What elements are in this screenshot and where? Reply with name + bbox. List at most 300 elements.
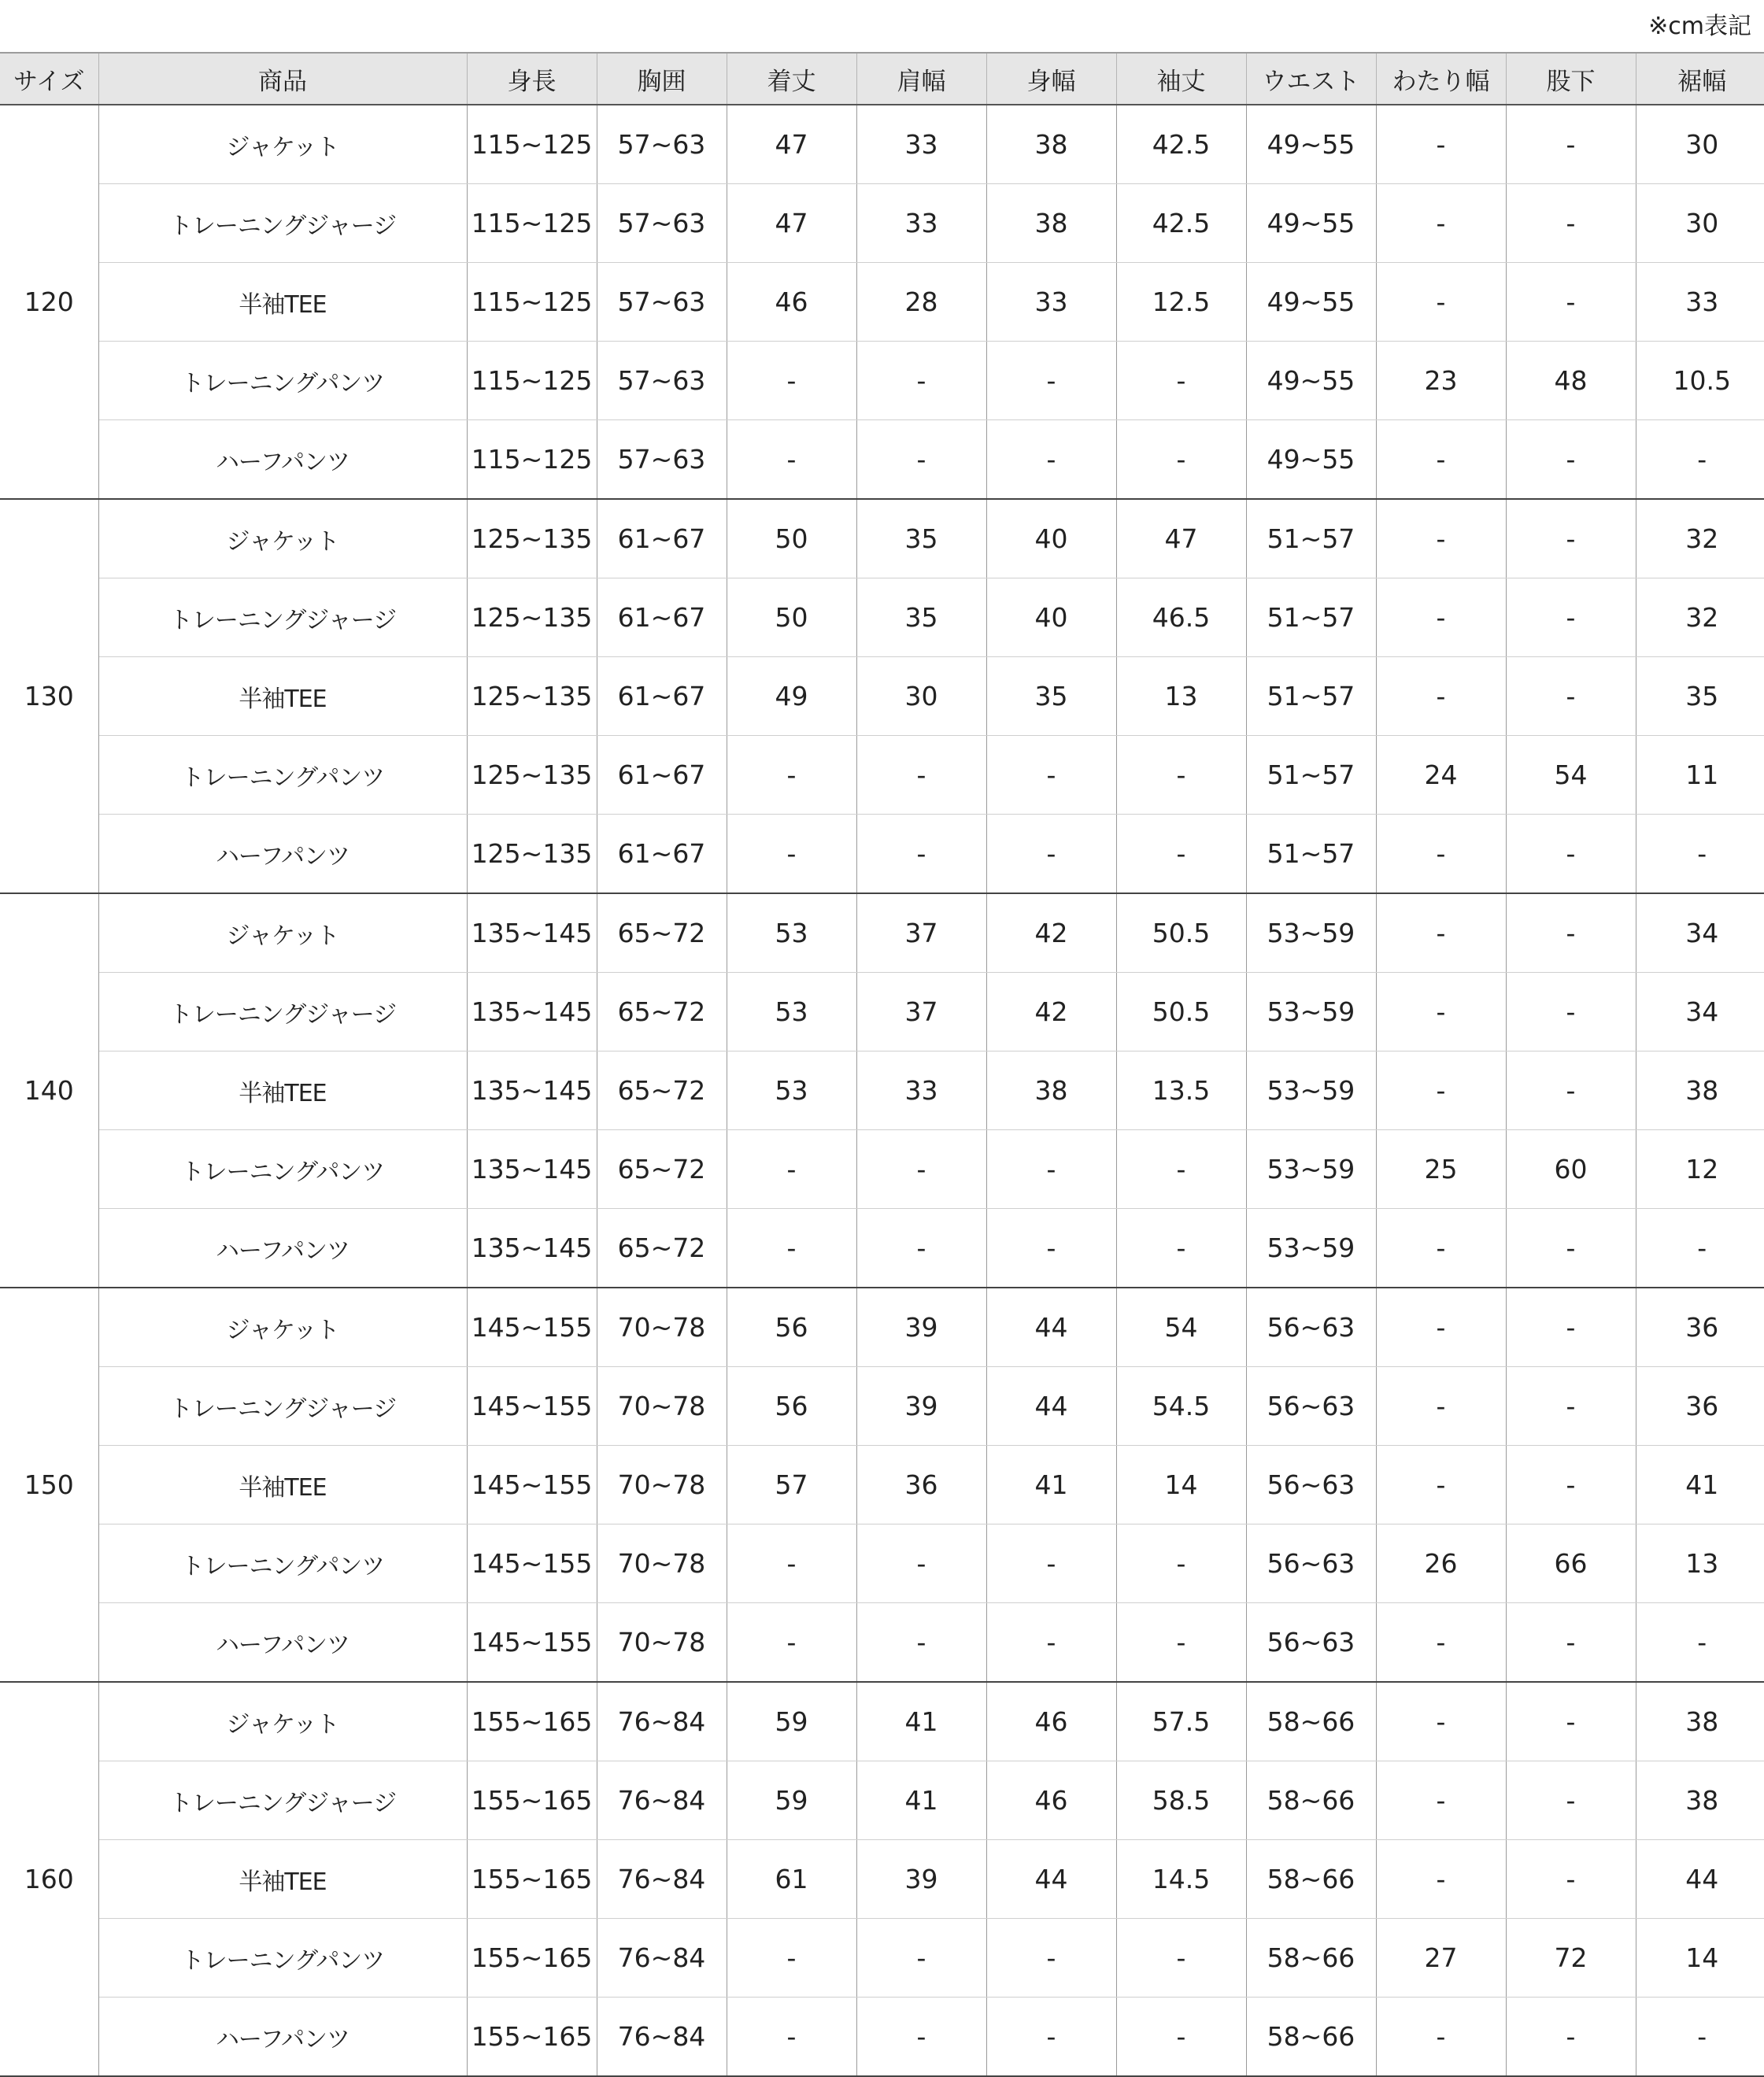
measurement-cell-length: 49 <box>727 657 856 736</box>
measurement-cell-body-width: 46 <box>986 1682 1116 1761</box>
measurement-cell-shoulder: 30 <box>856 657 986 736</box>
table-row <box>0 1524 1764 1603</box>
measurement-cell-body-width: 38 <box>986 105 1116 184</box>
measurement-cell-body-width: 42 <box>986 973 1116 1051</box>
measurement-cell-height: 115~125 <box>467 342 597 420</box>
column-header-height: 身長 <box>467 53 597 105</box>
measurement-cell-waist: 51~57 <box>1246 499 1376 578</box>
measurement-cell-shoulder: - <box>856 736 986 815</box>
table-header <box>0 53 1764 105</box>
column-header-chest: 胸囲 <box>597 53 727 105</box>
measurement-cell-sleeve: - <box>1116 1524 1246 1603</box>
measurement-cell-thigh: - <box>1376 1446 1506 1524</box>
measurement-cell-waist: 49~55 <box>1246 342 1376 420</box>
measurement-cell-height: 135~145 <box>467 1051 597 1130</box>
measurement-cell-waist: 56~63 <box>1246 1367 1376 1446</box>
measurement-cell-body-width: 38 <box>986 1051 1116 1130</box>
product-name-cell: ジャケット <box>98 105 467 184</box>
measurement-cell-waist: 49~55 <box>1246 105 1376 184</box>
measurement-cell-sleeve: - <box>1116 1130 1246 1209</box>
measurement-cell-hem: 38 <box>1636 1051 1764 1130</box>
measurement-cell-thigh: - <box>1376 578 1506 657</box>
product-name-cell: ハーフパンツ <box>98 1998 467 2077</box>
measurement-cell-length: - <box>727 815 856 894</box>
measurement-cell-thigh: 25 <box>1376 1130 1506 1209</box>
measurement-cell-waist: 51~57 <box>1246 657 1376 736</box>
product-name-cell: ハーフパンツ <box>98 420 467 500</box>
measurement-cell-chest: 70~78 <box>597 1603 727 1683</box>
measurement-cell-hem: - <box>1636 815 1764 894</box>
measurement-cell-hem: 35 <box>1636 657 1764 736</box>
table-row <box>0 1682 1764 1761</box>
measurement-cell-inseam: - <box>1506 1761 1636 1840</box>
measurement-cell-hem: - <box>1636 1209 1764 1288</box>
product-name-cell: ジャケット <box>98 1288 467 1367</box>
measurement-cell-height: 145~155 <box>467 1446 597 1524</box>
measurement-cell-chest: 65~72 <box>597 1130 727 1209</box>
table-row <box>0 1288 1764 1367</box>
measurement-cell-shoulder: - <box>856 1130 986 1209</box>
measurement-cell-height: 155~165 <box>467 1998 597 2077</box>
measurement-cell-thigh: - <box>1376 1209 1506 1288</box>
measurement-cell-shoulder: 35 <box>856 578 986 657</box>
measurement-cell-body-width: - <box>986 1209 1116 1288</box>
measurement-cell-body-width: 44 <box>986 1288 1116 1367</box>
table-row <box>0 420 1764 500</box>
measurement-cell-hem: 32 <box>1636 499 1764 578</box>
measurement-cell-thigh: - <box>1376 499 1506 578</box>
measurement-cell-hem: 13 <box>1636 1524 1764 1603</box>
table-row <box>0 1998 1764 2077</box>
measurement-cell-thigh: - <box>1376 973 1506 1051</box>
measurement-cell-chest: 61~67 <box>597 657 727 736</box>
measurement-cell-thigh: - <box>1376 1682 1506 1761</box>
measurement-cell-body-width: - <box>986 342 1116 420</box>
measurement-cell-chest: 57~63 <box>597 420 727 500</box>
measurement-cell-shoulder: - <box>856 815 986 894</box>
measurement-cell-thigh: - <box>1376 1051 1506 1130</box>
measurement-cell-thigh: - <box>1376 1603 1506 1683</box>
measurement-cell-shoulder: 33 <box>856 105 986 184</box>
measurement-cell-thigh: 27 <box>1376 1919 1506 1998</box>
measurement-cell-thigh: - <box>1376 263 1506 342</box>
measurement-cell-hem: 11 <box>1636 736 1764 815</box>
measurement-cell-shoulder: 35 <box>856 499 986 578</box>
product-name-cell: ハーフパンツ <box>98 1603 467 1683</box>
measurement-cell-length: 53 <box>727 893 856 973</box>
product-name-cell: トレーニングジャージ <box>98 1761 467 1840</box>
measurement-cell-inseam: - <box>1506 1998 1636 2077</box>
table-row <box>0 1840 1764 1919</box>
measurement-cell-shoulder: - <box>856 1603 986 1683</box>
measurement-cell-thigh: - <box>1376 184 1506 263</box>
product-name-cell: トレーニングパンツ <box>98 736 467 815</box>
measurement-cell-length: - <box>727 736 856 815</box>
measurement-cell-sleeve: - <box>1116 420 1246 500</box>
measurement-cell-shoulder: 36 <box>856 1446 986 1524</box>
table-row <box>0 1919 1764 1998</box>
table-row <box>0 1209 1764 1288</box>
measurement-cell-hem: 36 <box>1636 1367 1764 1446</box>
unit-note: ※cm表記 <box>1648 13 1751 40</box>
measurement-cell-inseam: - <box>1506 1682 1636 1761</box>
measurement-cell-sleeve: - <box>1116 1209 1246 1288</box>
measurement-cell-hem: 41 <box>1636 1446 1764 1524</box>
measurement-cell-body-width: - <box>986 1919 1116 1998</box>
measurement-cell-height: 135~145 <box>467 1209 597 1288</box>
table-row <box>0 578 1764 657</box>
table-body <box>0 105 1764 2076</box>
measurement-cell-chest: 57~63 <box>597 342 727 420</box>
measurement-cell-chest: 65~72 <box>597 973 727 1051</box>
header-row <box>0 53 1764 105</box>
measurement-cell-chest: 76~84 <box>597 1998 727 2077</box>
measurement-cell-height: 155~165 <box>467 1761 597 1840</box>
measurement-cell-sleeve: 54 <box>1116 1288 1246 1367</box>
measurement-cell-body-width: 40 <box>986 578 1116 657</box>
measurement-cell-body-width: 44 <box>986 1840 1116 1919</box>
product-name-cell: トレーニングジャージ <box>98 1367 467 1446</box>
measurement-cell-length: 56 <box>727 1367 856 1446</box>
measurement-cell-inseam: - <box>1506 105 1636 184</box>
measurement-cell-body-width: 46 <box>986 1761 1116 1840</box>
measurement-cell-waist: 53~59 <box>1246 1130 1376 1209</box>
measurement-cell-body-width: 42 <box>986 893 1116 973</box>
measurement-cell-waist: 56~63 <box>1246 1603 1376 1683</box>
measurement-cell-sleeve: 46.5 <box>1116 578 1246 657</box>
measurement-cell-waist: 51~57 <box>1246 736 1376 815</box>
measurement-cell-height: 145~155 <box>467 1288 597 1367</box>
product-name-cell: トレーニングパンツ <box>98 1919 467 1998</box>
measurement-cell-inseam: - <box>1506 1209 1636 1288</box>
measurement-cell-waist: 51~57 <box>1246 578 1376 657</box>
measurement-cell-height: 155~165 <box>467 1682 597 1761</box>
measurement-cell-body-width: - <box>986 815 1116 894</box>
measurement-cell-inseam: - <box>1506 893 1636 973</box>
measurement-cell-shoulder: 37 <box>856 893 986 973</box>
measurement-cell-chest: 65~72 <box>597 1209 727 1288</box>
measurement-cell-waist: 58~66 <box>1246 1761 1376 1840</box>
measurement-cell-chest: 70~78 <box>597 1524 727 1603</box>
measurement-cell-inseam: 54 <box>1506 736 1636 815</box>
column-header-body-width: 身幅 <box>986 53 1116 105</box>
measurement-cell-sleeve: - <box>1116 736 1246 815</box>
measurement-cell-body-width: 41 <box>986 1446 1116 1524</box>
measurement-cell-shoulder: 33 <box>856 1051 986 1130</box>
product-name-cell: ジャケット <box>98 499 467 578</box>
measurement-cell-waist: 58~66 <box>1246 1840 1376 1919</box>
measurement-cell-thigh: 24 <box>1376 736 1506 815</box>
measurement-cell-chest: 61~67 <box>597 736 727 815</box>
measurement-cell-sleeve: 13.5 <box>1116 1051 1246 1130</box>
measurement-cell-inseam: - <box>1506 263 1636 342</box>
measurement-cell-thigh: - <box>1376 1998 1506 2077</box>
measurement-cell-body-width: - <box>986 1524 1116 1603</box>
measurement-cell-body-width: - <box>986 1130 1116 1209</box>
measurement-cell-sleeve: 13 <box>1116 657 1246 736</box>
size-group-label: 120 <box>0 105 98 499</box>
measurement-cell-shoulder: 41 <box>856 1682 986 1761</box>
measurement-cell-hem: - <box>1636 420 1764 500</box>
measurement-cell-inseam: - <box>1506 1288 1636 1367</box>
table-row <box>0 1446 1764 1524</box>
measurement-cell-waist: 49~55 <box>1246 420 1376 500</box>
measurement-cell-length: 50 <box>727 578 856 657</box>
measurement-cell-height: 145~155 <box>467 1524 597 1603</box>
measurement-cell-waist: 58~66 <box>1246 1682 1376 1761</box>
measurement-cell-sleeve: 42.5 <box>1116 184 1246 263</box>
measurement-cell-length: - <box>727 342 856 420</box>
measurement-cell-length: 61 <box>727 1840 856 1919</box>
product-name-cell: 半袖TEE <box>98 1446 467 1524</box>
measurement-cell-chest: 76~84 <box>597 1682 727 1761</box>
product-name-cell: ジャケット <box>98 893 467 973</box>
measurement-cell-sleeve: 14 <box>1116 1446 1246 1524</box>
measurement-cell-hem: - <box>1636 1603 1764 1683</box>
measurement-cell-sleeve: 12.5 <box>1116 263 1246 342</box>
measurement-cell-inseam: - <box>1506 1446 1636 1524</box>
measurement-cell-length: 53 <box>727 973 856 1051</box>
measurement-cell-body-width: - <box>986 420 1116 500</box>
measurement-cell-waist: 58~66 <box>1246 1919 1376 1998</box>
measurement-cell-sleeve: 57.5 <box>1116 1682 1246 1761</box>
measurement-cell-shoulder: 33 <box>856 184 986 263</box>
column-header-hem: 裾幅 <box>1636 53 1764 105</box>
measurement-cell-body-width: 33 <box>986 263 1116 342</box>
measurement-cell-sleeve: 54.5 <box>1116 1367 1246 1446</box>
table-row <box>0 736 1764 815</box>
measurement-cell-hem: 34 <box>1636 973 1764 1051</box>
product-name-cell: 半袖TEE <box>98 1840 467 1919</box>
table-row <box>0 893 1764 973</box>
measurement-cell-body-width: - <box>986 1603 1116 1683</box>
column-header-size: サイズ <box>0 53 98 105</box>
measurement-cell-inseam: - <box>1506 578 1636 657</box>
column-header-thigh: わたり幅 <box>1376 53 1506 105</box>
measurement-cell-height: 125~135 <box>467 736 597 815</box>
measurement-cell-shoulder: - <box>856 1998 986 2077</box>
measurement-cell-hem: 44 <box>1636 1840 1764 1919</box>
measurement-cell-waist: 56~63 <box>1246 1524 1376 1603</box>
measurement-cell-length: - <box>727 1603 856 1683</box>
measurement-cell-hem: 34 <box>1636 893 1764 973</box>
measurement-cell-length: - <box>727 1209 856 1288</box>
measurement-cell-thigh: - <box>1376 1288 1506 1367</box>
measurement-cell-thigh: - <box>1376 815 1506 894</box>
table-row <box>0 815 1764 894</box>
measurement-cell-shoulder: 39 <box>856 1288 986 1367</box>
measurement-cell-thigh: - <box>1376 1367 1506 1446</box>
measurement-cell-sleeve: 42.5 <box>1116 105 1246 184</box>
measurement-cell-chest: 76~84 <box>597 1840 727 1919</box>
measurement-cell-height: 145~155 <box>467 1367 597 1446</box>
measurement-cell-length: 47 <box>727 184 856 263</box>
measurement-cell-body-width: 38 <box>986 184 1116 263</box>
measurement-cell-height: 155~165 <box>467 1919 597 1998</box>
measurement-cell-inseam: - <box>1506 499 1636 578</box>
product-name-cell: ハーフパンツ <box>98 1209 467 1288</box>
measurement-cell-sleeve: 47 <box>1116 499 1246 578</box>
product-name-cell: トレーニングジャージ <box>98 973 467 1051</box>
measurement-cell-height: 155~165 <box>467 1840 597 1919</box>
measurement-cell-length: - <box>727 1919 856 1998</box>
size-group-label: 150 <box>0 1288 98 1682</box>
measurement-cell-thigh: - <box>1376 1761 1506 1840</box>
column-header-sleeve: 袖丈 <box>1116 53 1246 105</box>
column-header-length: 着丈 <box>727 53 856 105</box>
measurement-cell-height: 125~135 <box>467 815 597 894</box>
measurement-cell-thigh: - <box>1376 420 1506 500</box>
column-header-waist: ウエスト <box>1246 53 1376 105</box>
measurement-cell-shoulder: 37 <box>856 973 986 1051</box>
measurement-cell-thigh: - <box>1376 105 1506 184</box>
measurement-cell-chest: 65~72 <box>597 893 727 973</box>
measurement-cell-shoulder: 28 <box>856 263 986 342</box>
measurement-cell-hem: 10.5 <box>1636 342 1764 420</box>
measurement-cell-height: 115~125 <box>467 105 597 184</box>
measurement-cell-body-width: - <box>986 736 1116 815</box>
measurement-cell-shoulder: 39 <box>856 1367 986 1446</box>
measurement-cell-body-width: 35 <box>986 657 1116 736</box>
product-name-cell: トレーニングパンツ <box>98 1130 467 1209</box>
measurement-cell-height: 125~135 <box>467 499 597 578</box>
measurement-cell-hem: 33 <box>1636 263 1764 342</box>
measurement-cell-length: 59 <box>727 1761 856 1840</box>
product-name-cell: 半袖TEE <box>98 1051 467 1130</box>
measurement-cell-hem: 36 <box>1636 1288 1764 1367</box>
measurement-cell-length: - <box>727 420 856 500</box>
measurement-cell-hem: 30 <box>1636 184 1764 263</box>
product-name-cell: 半袖TEE <box>98 263 467 342</box>
table-row <box>0 657 1764 736</box>
measurement-cell-height: 135~145 <box>467 973 597 1051</box>
measurement-cell-waist: 58~66 <box>1246 1998 1376 2077</box>
table-row <box>0 184 1764 263</box>
measurement-cell-waist: 53~59 <box>1246 893 1376 973</box>
measurement-cell-sleeve: - <box>1116 1998 1246 2077</box>
measurement-cell-length: 47 <box>727 105 856 184</box>
measurement-cell-length: - <box>727 1524 856 1603</box>
measurement-cell-chest: 76~84 <box>597 1761 727 1840</box>
measurement-cell-waist: 53~59 <box>1246 973 1376 1051</box>
table-row <box>0 1367 1764 1446</box>
product-name-cell: トレーニングジャージ <box>98 578 467 657</box>
table-row <box>0 1761 1764 1840</box>
size-group-label: 130 <box>0 499 98 893</box>
product-name-cell: トレーニングパンツ <box>98 342 467 420</box>
measurement-cell-sleeve: - <box>1116 815 1246 894</box>
column-header-product: 商品 <box>98 53 467 105</box>
product-name-cell: トレーニングジャージ <box>98 184 467 263</box>
measurement-cell-height: 135~145 <box>467 893 597 973</box>
size-chart-table <box>0 52 1764 2077</box>
measurement-cell-chest: 57~63 <box>597 184 727 263</box>
measurement-cell-thigh: - <box>1376 1840 1506 1919</box>
measurement-cell-body-width: 40 <box>986 499 1116 578</box>
measurement-cell-waist: 49~55 <box>1246 263 1376 342</box>
table-row <box>0 263 1764 342</box>
measurement-cell-chest: 70~78 <box>597 1446 727 1524</box>
measurement-cell-waist: 56~63 <box>1246 1446 1376 1524</box>
measurement-cell-inseam: - <box>1506 1603 1636 1683</box>
measurement-cell-inseam: 66 <box>1506 1524 1636 1603</box>
size-group-label: 160 <box>0 1682 98 2076</box>
measurement-cell-height: 115~125 <box>467 420 597 500</box>
measurement-cell-length: 50 <box>727 499 856 578</box>
measurement-cell-inseam: 72 <box>1506 1919 1636 1998</box>
measurement-cell-length: 57 <box>727 1446 856 1524</box>
measurement-cell-sleeve: - <box>1116 1919 1246 1998</box>
measurement-cell-length: 56 <box>727 1288 856 1367</box>
measurement-cell-chest: 70~78 <box>597 1288 727 1367</box>
measurement-cell-height: 115~125 <box>467 184 597 263</box>
measurement-cell-waist: 53~59 <box>1246 1051 1376 1130</box>
measurement-cell-shoulder: - <box>856 342 986 420</box>
measurement-cell-thigh: - <box>1376 657 1506 736</box>
table-row <box>0 1051 1764 1130</box>
measurement-cell-inseam: 60 <box>1506 1130 1636 1209</box>
measurement-cell-sleeve: - <box>1116 342 1246 420</box>
measurement-cell-sleeve: 50.5 <box>1116 973 1246 1051</box>
measurement-cell-chest: 61~67 <box>597 815 727 894</box>
measurement-cell-body-width: 44 <box>986 1367 1116 1446</box>
measurement-cell-inseam: - <box>1506 1840 1636 1919</box>
column-header-inseam: 股下 <box>1506 53 1636 105</box>
measurement-cell-length: - <box>727 1130 856 1209</box>
measurement-cell-hem: 32 <box>1636 578 1764 657</box>
measurement-cell-thigh: 23 <box>1376 342 1506 420</box>
measurement-cell-thigh: 26 <box>1376 1524 1506 1603</box>
measurement-cell-chest: 61~67 <box>597 499 727 578</box>
measurement-cell-height: 125~135 <box>467 657 597 736</box>
table-row <box>0 105 1764 184</box>
measurement-cell-hem: 12 <box>1636 1130 1764 1209</box>
measurement-cell-chest: 57~63 <box>597 263 727 342</box>
measurement-cell-chest: 65~72 <box>597 1051 727 1130</box>
measurement-cell-length: - <box>727 1998 856 2077</box>
measurement-cell-shoulder: - <box>856 420 986 500</box>
measurement-cell-inseam: - <box>1506 420 1636 500</box>
measurement-cell-waist: 51~57 <box>1246 815 1376 894</box>
measurement-cell-hem: 14 <box>1636 1919 1764 1998</box>
measurement-cell-inseam: - <box>1506 1367 1636 1446</box>
table-row <box>0 499 1764 578</box>
table-row <box>0 342 1764 420</box>
measurement-cell-height: 115~125 <box>467 263 597 342</box>
measurement-cell-height: 135~145 <box>467 1130 597 1209</box>
measurement-cell-body-width: - <box>986 1998 1116 2077</box>
measurement-cell-inseam: - <box>1506 815 1636 894</box>
measurement-cell-inseam: - <box>1506 1051 1636 1130</box>
measurement-cell-hem: 38 <box>1636 1761 1764 1840</box>
measurement-cell-chest: 70~78 <box>597 1367 727 1446</box>
measurement-cell-shoulder: 39 <box>856 1840 986 1919</box>
measurement-cell-height: 125~135 <box>467 578 597 657</box>
measurement-cell-sleeve: 14.5 <box>1116 1840 1246 1919</box>
measurement-cell-thigh: - <box>1376 893 1506 973</box>
measurement-cell-inseam: - <box>1506 184 1636 263</box>
measurement-cell-inseam: - <box>1506 973 1636 1051</box>
measurement-cell-shoulder: 41 <box>856 1761 986 1840</box>
measurement-cell-inseam: 48 <box>1506 342 1636 420</box>
measurement-cell-height: 145~155 <box>467 1603 597 1683</box>
measurement-cell-hem: 30 <box>1636 105 1764 184</box>
measurement-cell-shoulder: - <box>856 1524 986 1603</box>
measurement-cell-length: 46 <box>727 263 856 342</box>
table-row <box>0 973 1764 1051</box>
measurement-cell-shoulder: - <box>856 1919 986 1998</box>
measurement-cell-shoulder: - <box>856 1209 986 1288</box>
